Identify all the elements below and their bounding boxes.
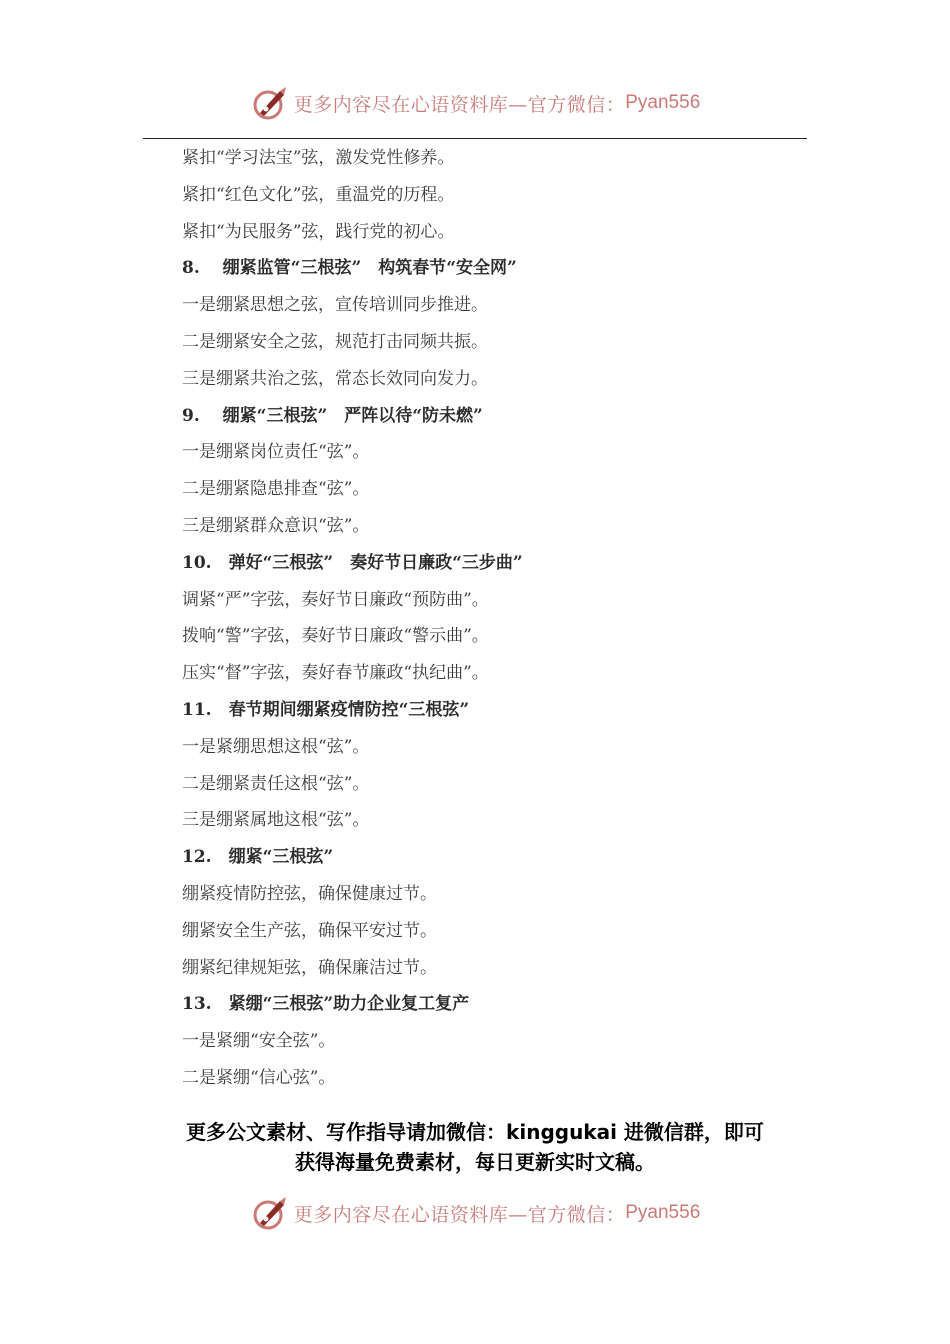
footer-banner — [0, 1188, 950, 1238]
pen-nib-icon — [250, 83, 290, 123]
section-heading: 13. 紧绷“三根弦”助力企业复工复产 — [182, 994, 470, 1015]
text-line: 一是紧绷思想这根“弦”。 — [182, 736, 370, 757]
text-line: 绷紧纪律规矩弦，确保廉洁过节。 — [182, 957, 437, 978]
header-banner — [0, 78, 950, 128]
text-line: 绷紧安全生产弦，确保平安过节。 — [182, 920, 437, 941]
text-line: 紧扣“学习法宝”弦，激发党性修养。 — [182, 148, 455, 168]
text-line: 三是绷紧属地这根“弦”。 — [182, 810, 370, 831]
section-heading: 9. 绷紧“三根弦” 严阵以待“防未燃” — [182, 405, 483, 426]
text-line: 拨响“警”字弦，奏好节日廉政“警示曲”。 — [182, 626, 489, 647]
section-heading: 8. 绷紧监管“三根弦” 构筑春节“安全网” — [182, 258, 517, 279]
text-line: 二是绷紧安全之弦，规范打击同频共振。 — [182, 331, 488, 352]
text-line: 三是绷紧群众意识“弦”。 — [182, 515, 370, 536]
banner-handle: Pyan556 — [625, 1202, 701, 1223]
pen-nib-icon — [250, 1193, 290, 1233]
text-line: 调紧“严”字弦，奏好节日廉政“预防曲”。 — [182, 589, 489, 610]
promo-line-1: 更多公文素材、写作指导请加微信：kinggukai 进微信群，即可 — [186, 1120, 764, 1144]
text-line: 二是绷紧责任这根“弦”。 — [182, 773, 370, 794]
text-line: 紧扣“红色文化”弦，重温党的历程。 — [182, 184, 455, 205]
text-line: 三是绷紧共治之弦，常态长效同向发力。 — [182, 368, 488, 389]
text-line: 二是紧绷“信心弦”。 — [182, 1067, 336, 1088]
text-line: 一是绷紧思想之弦，宣传培训同步推进。 — [182, 295, 488, 316]
section-heading: 10. 弹好“三根弦” 奏好节日廉政“三步曲” — [182, 552, 523, 573]
promo-line-2: 获得海量免费素材，每日更新实时文稿。 — [295, 1150, 655, 1174]
document-body — [182, 140, 802, 1097]
section-heading: 12. 绷紧“三根弦” — [182, 847, 334, 868]
text-line: 一是绷紧岗位责任“弦”。 — [182, 442, 370, 463]
text-line: 压实“督”字弦，奏好春节廉政“执纪曲”。 — [182, 663, 489, 684]
section-heading: 11. 春节期间绷紧疫情防控“三根弦” — [182, 699, 470, 720]
banner-text: 更多内容尽在心语资料库—官方微信： — [293, 1203, 626, 1226]
header-divider — [143, 138, 807, 139]
promo-note — [0, 1117, 950, 1177]
text-line: 二是绷紧隐患排查“弦”。 — [182, 479, 370, 500]
text-line: 紧扣“为民服务”弦，践行党的初心。 — [182, 221, 455, 242]
banner-text: 更多内容尽在心语资料库—官方微信： — [293, 93, 626, 116]
text-line: 绷紧疫情防控弦，确保健康过节。 — [182, 883, 437, 904]
text-line: 一是紧绷“安全弦”。 — [182, 1031, 336, 1052]
banner-handle: Pyan556 — [625, 92, 701, 113]
